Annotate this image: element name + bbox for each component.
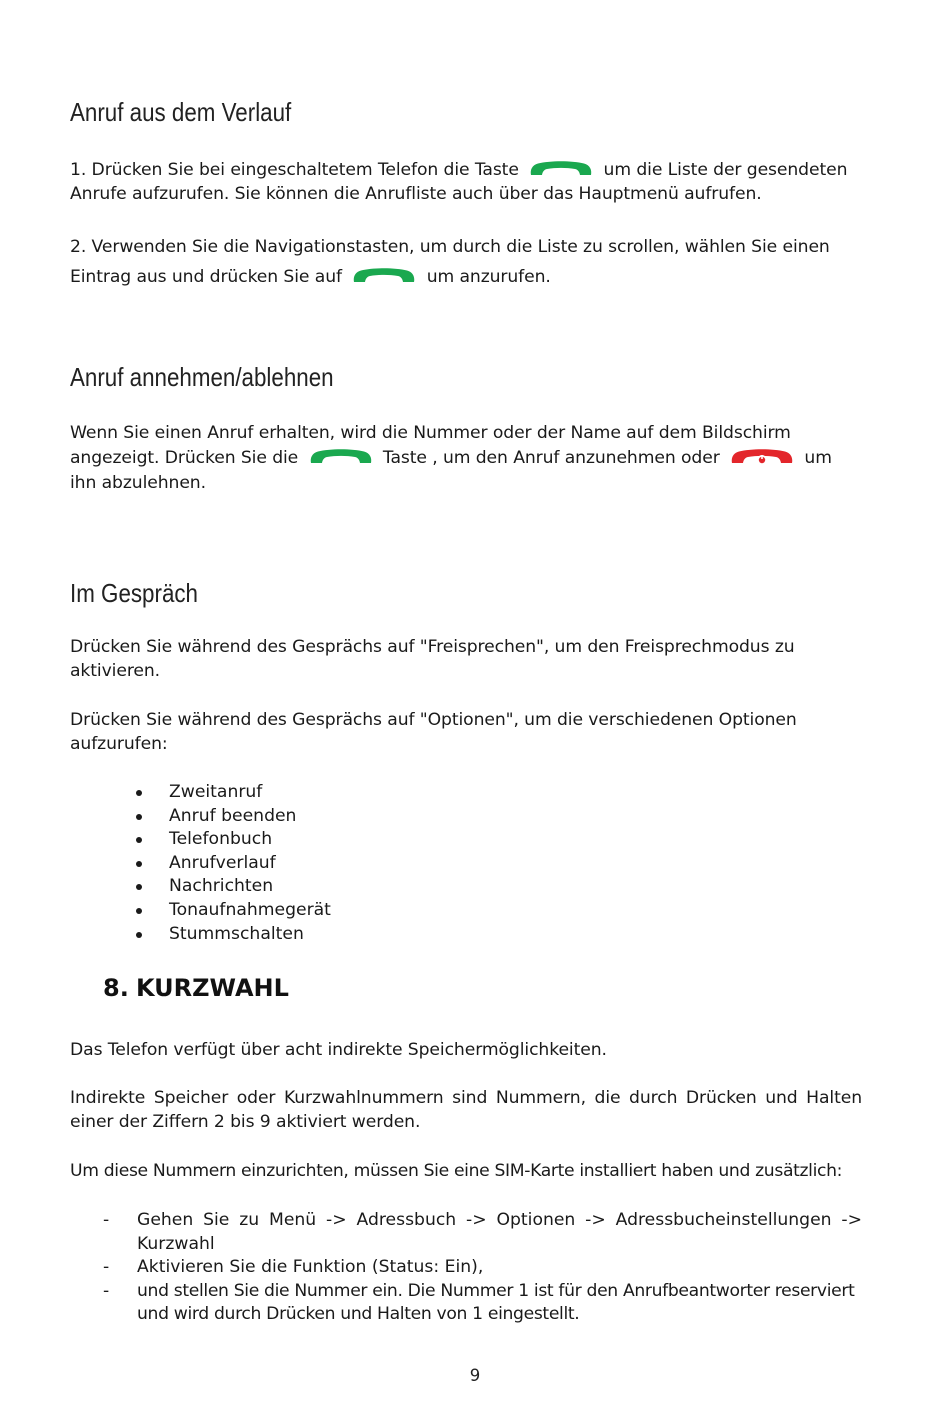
end-key-icon [729,448,795,466]
text-history-step2-a: 2. Verwenden Sie die Navigationstasten, um durch die Liste zu scrollen, wählen Sie einen Eintrag aus und drücken Sie auf [70,237,830,287]
list-item: - Aktivieren Sie die Funktion (Status: Ein), [103,1256,862,1280]
paragraph-speed-dial-definition: Indirekte Speicher oder Kurzwahlnummern sind Nummern, die durch Drücken und Halten einer der Ziffern 2 bis 9 aktiviert werden. [70,1088,862,1132]
call-key-icon [528,160,594,178]
list-item: - und stellen Sie die Nummer ein. Die Nummer 1 ist für den Anrufbeantworter reserviert und wird durch Drücken und Halten von 1 eingestellt. [103,1280,855,1324]
chapter-number: 8. [103,974,129,1002]
text-accept-b: Taste , um den Anruf anzunehmen oder [382,448,720,468]
paragraph-handsfree: Drücken Sie während des Gesprächs auf "Freisprechen", um den Freisprechmodus zu aktivieren. [70,637,795,681]
text-accept-a: Wenn Sie einen Anruf erhalten, wird die Nummer oder der Name auf dem Bildschirm angezeigt. Drücken Sie die [70,423,791,468]
paragraph-history-step1 [70,159,862,206]
bullet-icon [136,837,142,843]
heading-during-call: Im Gespräch [70,578,198,608]
list-item: Zweitanruf [136,781,331,805]
dash-marker: - [103,1280,109,1301]
text-history-step1-a: 1. Drücken Sie bei eingeschaltetem Telefon die Taste [70,160,519,180]
chapter-title: KURZWAHL [136,974,289,1002]
text-history-step2-b: um anzurufen. [426,267,551,287]
paragraph-accept-reject [70,421,862,496]
list-item: Nachrichten [136,875,331,899]
bullet-icon [136,908,142,914]
paragraph-options: Drücken Sie während des Gesprächs auf "Optionen", um die verschiedenen Optionen aufzurufen: [70,710,797,754]
bullet-icon [136,932,142,938]
paragraph-speed-dial-intro: Das Telefon verfügt über acht indirekte Speichermöglichkeiten. [70,1040,607,1060]
list-item: Telefonbuch [136,828,331,852]
bullet-icon [136,790,142,796]
setup-steps-list [103,1209,862,1327]
call-key-icon [308,448,374,466]
dash-marker: - [103,1257,110,1277]
paragraph-history-step2 [70,232,862,292]
bullet-icon [136,814,142,820]
chapter-heading-speed-dial [103,974,289,1002]
list-item: Stummschalten [136,923,331,947]
heading-accept-reject: Anruf annehmen/ablehnen [70,362,334,392]
call-key-icon [351,267,417,285]
text-history-step1-b: um die Liste der gesendeten Anrufe aufzurufen. Sie können die Anrufliste auch über das Hauptmenü aufrufen. [70,160,848,204]
list-item: - Gehen Sie zu Menü -> Adressbuch -> Optionen -> Adressbucheinstellungen -> Kurzwahl [103,1210,862,1254]
bullet-icon [136,884,142,890]
heading-call-history: Anruf aus dem Verlauf [70,97,292,127]
list-item: Anrufverlauf [136,852,331,876]
paragraph-speed-dial-setup: Um diese Nummern einzurichten, müssen Sie eine SIM-Karte installiert haben und zusätzlich: [70,1161,843,1181]
options-list [136,781,331,946]
page-number: 9 [469,1366,481,1385]
list-item: Anruf beenden [136,805,331,829]
list-item: Tonaufnahmegerät [136,899,331,923]
dash-marker: - [103,1210,110,1230]
bullet-icon [136,861,142,867]
text-accept-c: um ihn abzulehnen. [70,448,832,493]
